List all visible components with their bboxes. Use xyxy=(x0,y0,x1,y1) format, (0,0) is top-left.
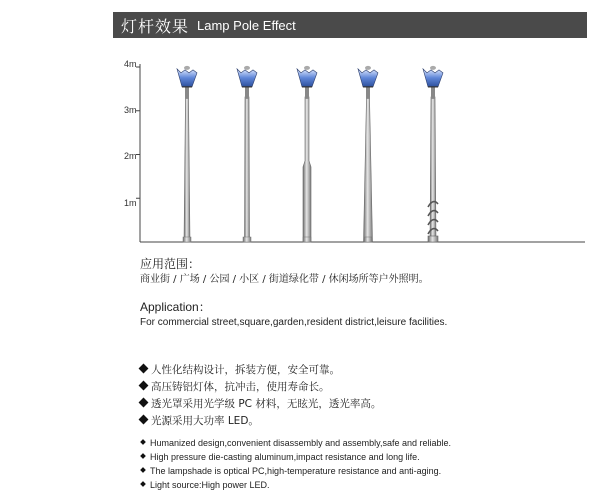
application-body-en: For commercial street,square,garden,resident district,leisure facilities. xyxy=(140,317,448,328)
y-tick-4m: 4m xyxy=(124,59,137,69)
header-title-zh: 灯杆效果 xyxy=(121,16,190,36)
pole-5-base xyxy=(428,236,438,242)
lamp-pole-chart xyxy=(110,50,590,250)
pole-4-lamp-shade xyxy=(358,69,378,87)
feature-zh-item: 高压铸铝灯体，抗冲击，使用寿命长。 xyxy=(140,379,381,396)
pole-4-base xyxy=(364,237,372,242)
page-header xyxy=(113,12,587,38)
application-title-zh: 应用范围： xyxy=(140,257,201,271)
pole-3-lamp-cap xyxy=(304,66,310,70)
pole-2-neck xyxy=(245,87,249,99)
pole-2-lamp-shade xyxy=(237,69,257,87)
diamond-bullet-icon xyxy=(140,481,146,487)
features-zh-list xyxy=(140,362,381,430)
pole-5-lamp-shade xyxy=(423,69,443,87)
feature-en-item: Humanized design,convenient disassembly and assembly,safe and reliable. xyxy=(140,436,451,450)
pole-3-base xyxy=(303,237,311,242)
pole-4-neck xyxy=(366,87,370,99)
diamond-bullet-icon xyxy=(140,467,146,473)
features-en-list xyxy=(140,436,451,492)
pole-1-lamp-cap xyxy=(184,66,190,70)
pole-2-shaft xyxy=(245,97,250,242)
feature-en-item: High pressure die-casting aluminum,impact resistance and long life. xyxy=(140,450,451,464)
feature-zh-item: 人性化结构设计，拆装方便，安全可靠。 xyxy=(140,362,381,379)
pole-3-shaft xyxy=(303,97,311,242)
diamond-bullet-icon xyxy=(139,381,149,391)
pole-2-base xyxy=(243,237,251,242)
diamond-bullet-icon xyxy=(139,398,149,408)
pole-5-lamp-cap xyxy=(430,66,436,70)
diamond-bullet-icon xyxy=(139,364,149,374)
pole-1-base xyxy=(183,237,191,242)
pole-1-lamp-shade xyxy=(177,69,197,87)
application-body-zh: 商业街 / 广场 / 公园 / 小区 / 街道绿化带 / 休闲场所等户外照明。 xyxy=(140,274,429,285)
feature-en-item: Light source:High power LED. xyxy=(140,478,451,492)
pole-4-lamp-cap xyxy=(365,66,371,70)
pole-1-shaft xyxy=(184,97,190,242)
pole-5-neck xyxy=(431,87,435,99)
lamp-pole-svg xyxy=(110,50,590,250)
pole-1-neck xyxy=(185,87,189,99)
application-title-en: Application： xyxy=(140,300,211,314)
diamond-bullet-icon xyxy=(140,439,146,445)
diamond-bullet-icon xyxy=(140,453,146,459)
feature-zh-item: 透光罩采用光学级 PC 材料，无眩光，透光率高。 xyxy=(140,396,381,413)
y-tick-1m: 1m xyxy=(124,198,137,208)
pole-3-neck xyxy=(305,87,309,99)
feature-zh-item: 光源采用大功率 LED。 xyxy=(140,413,381,430)
y-tick-2m: 2m xyxy=(124,151,137,161)
y-tick-3m: 3m xyxy=(124,105,137,115)
header-title-en: Lamp Pole Effect xyxy=(197,17,296,33)
pole-4-shaft xyxy=(364,97,373,242)
feature-en-item: The lampshade is optical PC,high-temperature resistance and anti-aging. xyxy=(140,464,451,478)
diamond-bullet-icon xyxy=(139,415,149,425)
pole-2-lamp-cap xyxy=(244,66,250,70)
pole-3-lamp-shade xyxy=(297,69,317,87)
